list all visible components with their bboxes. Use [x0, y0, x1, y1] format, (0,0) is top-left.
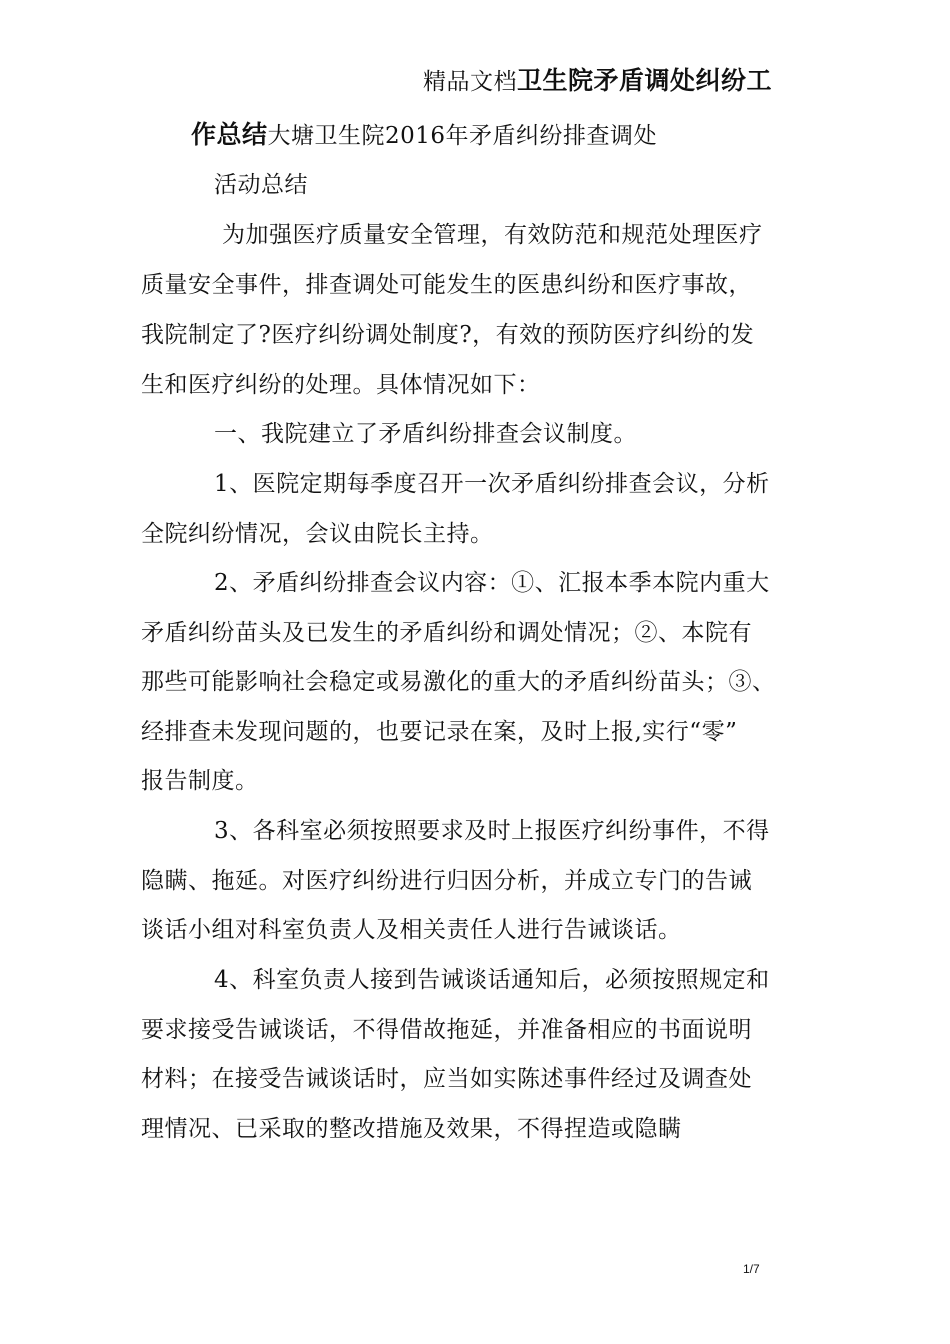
- body-line: 我院制定了?医疗纠纷调处制度?，有效的预防医疗纠纷的发: [141, 322, 755, 348]
- body-line: 质量安全事件，排查调处可能发生的医患纠纷和医疗事故，: [141, 272, 752, 298]
- page-header-line-2: [191, 120, 657, 151]
- body-line: 那些可能影响社会稳定或易激化的重大的矛盾纠纷苗头；③、: [141, 669, 776, 695]
- body-line: 1、医院定期每季度召开一次矛盾纠纷排查会议，分析: [214, 471, 770, 497]
- page-number: 1/7: [743, 1262, 760, 1276]
- body-line: 生和医疗纠纷的处理。具体情况如下：: [141, 372, 541, 398]
- body-line: 经排查未发现问题的，也要记录在案，及时上报,实行“零”: [141, 719, 738, 745]
- body-line: 材料；在接受告诫谈话时，应当如实陈述事件经过及调查处: [141, 1066, 752, 1092]
- body-line: 全院纠纷情况，会议由院长主持。: [141, 521, 494, 547]
- body-line: 为加强医疗质量安全管理，有效防范和规范处理医疗: [222, 222, 763, 248]
- body-line: 报告制度。: [141, 768, 259, 794]
- page-header-line-1: [423, 66, 772, 97]
- body-line: 矛盾纠纷苗头及已发生的矛盾纠纷和调处情况；②、本院有: [141, 620, 752, 646]
- document-subtitle-part-1: 大塘卫生院2016年矛盾纠纷排查调处: [267, 123, 658, 149]
- document-subtitle-part-2: 活动总结: [214, 172, 308, 198]
- body-line: 2、矛盾纠纷排查会议内容：①、汇报本季本院内重大: [214, 570, 770, 596]
- document-title-part-2: 作总结: [191, 120, 268, 149]
- document-label: 精品文档: [423, 69, 517, 95]
- document-title-part-1: 卫生院矛盾调处纠纷工: [517, 66, 773, 95]
- body-line: 一、我院建立了矛盾纠纷排查会议制度。: [214, 421, 637, 447]
- body-line: 4、科室负责人接到告诫谈话通知后，必须按照规定和: [214, 967, 770, 993]
- body-line: 3、各科室必须按照要求及时上报医疗纠纷事件，不得: [214, 818, 770, 844]
- body-line: 谈话小组对科室负责人及相关责任人进行告诫谈话。: [141, 917, 682, 943]
- body-line: 隐瞒、拖延。对医疗纠纷进行归因分析，并成立专门的告诫: [141, 868, 752, 894]
- body-line: 要求接受告诫谈话，不得借故拖延，并准备相应的书面说明: [141, 1017, 752, 1043]
- body-line: 理情况、已采取的整改措施及效果，不得捏造或隐瞒: [141, 1116, 682, 1142]
